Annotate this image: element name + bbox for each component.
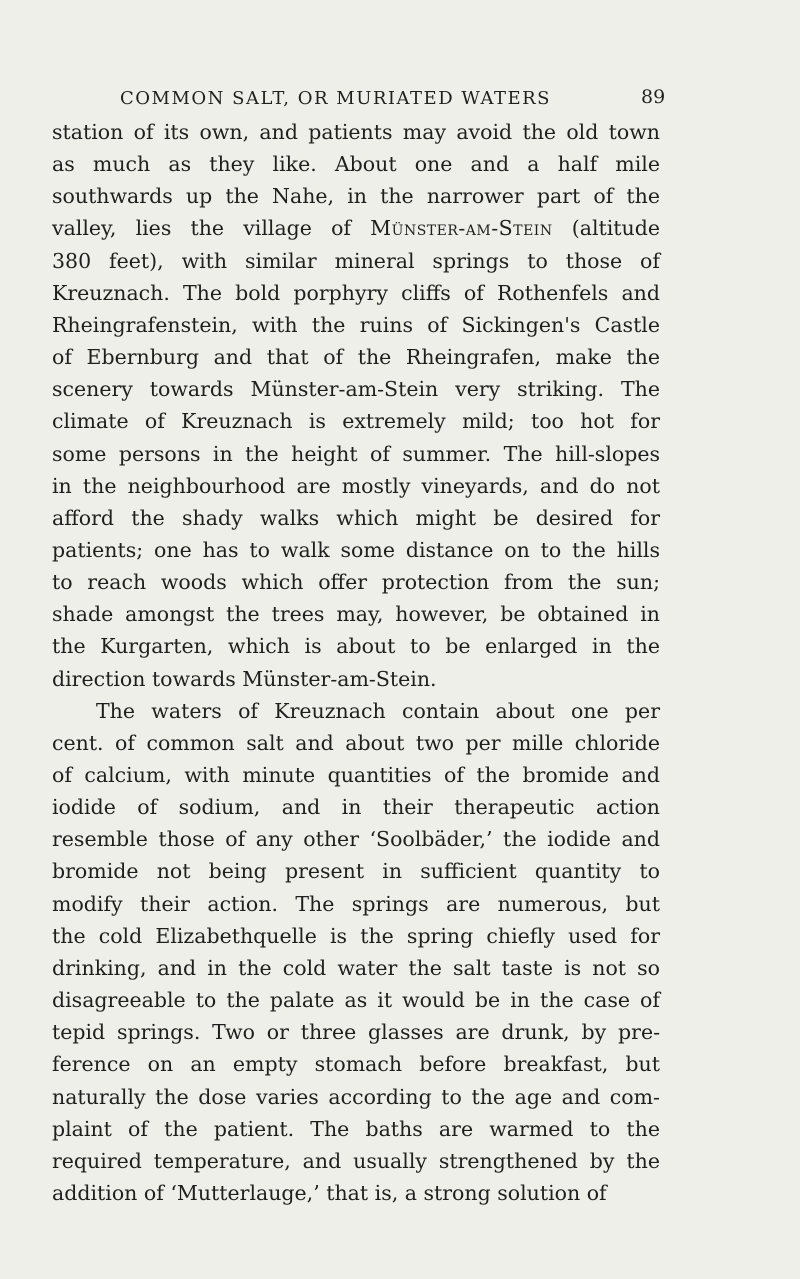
text-line: ference on an empty stomach before breakfast, but [52, 1052, 660, 1077]
text-line: Rheingrafenstein, with the ruins of Sickingen's Castle [52, 312, 660, 337]
text-line: of Ebernburg and that of the Rheingrafen, make the [52, 345, 660, 370]
text-line: disagreeable to the palate as it would be in the case of [52, 988, 660, 1013]
page-number: 89 [641, 86, 666, 108]
place-name-small-caps: Münster-am-Stein [370, 216, 553, 241]
text-line: afford the shady walks which might be desired for [52, 505, 660, 530]
text-line: Kreuznach. The bold porphyry cliffs of Rothenfels and [52, 280, 660, 305]
text-line: cent. of common salt and about two per mille chloride [52, 730, 660, 755]
text-line: required temperature, and usually strengthened by the [52, 1148, 660, 1173]
text-line: shade amongst the trees may, however, be obtained in [52, 602, 660, 627]
text-line: bromide not being present in sufficient quantity to [52, 859, 660, 884]
text-line: of calcium, with minute quantities of the bromide and [52, 763, 660, 787]
text-line: tepid springs. Two or three glasses are drunk, by pre- [52, 1020, 660, 1045]
text-line: 380 feet), with similar mineral springs to those of [52, 248, 660, 273]
text-line: valley, lies the village of Münster-am-Stein (altitude [52, 216, 660, 241]
text-line: drinking, and in the cold water the salt taste is not so [52, 955, 660, 980]
text-line: to reach woods which offer protection from the sun; [52, 570, 660, 595]
text-line: direction towards Münster-am-Stein. [52, 666, 437, 691]
text-line: the Kurgarten, which is about to be enlarged in the [52, 634, 660, 659]
running-head: COMMON SALT, OR MURIATED WATERS [120, 88, 551, 109]
text-line: some persons in the height of summer. The hill-slopes [52, 441, 660, 466]
text-line: climate of Kreuznach is extremely mild; too hot for [52, 409, 660, 434]
text-line: resemble those of any other ‘Soolbäder,’ the iodide and [52, 827, 660, 852]
text-line: plaint of the patient. The baths are warmed to the [52, 1116, 660, 1141]
text-line: in the neighbourhood are mostly vineyards, and do not [52, 473, 660, 498]
text-line: The waters of Kreuznach contain about one per [96, 698, 660, 723]
text-line: patients; one has to walk some distance on to the hills [52, 537, 660, 562]
text-line: iodide of sodium, and in their therapeutic action [52, 795, 660, 820]
text-line: as much as they like. About one and a half mile [52, 152, 660, 177]
text-line: naturally the dose varies according to the age and com- [52, 1084, 660, 1109]
text-line: scenery towards Münster-am-Stein very striking. The [52, 377, 660, 402]
text-line: southwards up the Nahe, in the narrower part of the [52, 184, 660, 209]
text-line: station of its own, and patients may avoid the old town [52, 120, 660, 144]
text-line: modify their action. The springs are numerous, but [52, 891, 660, 916]
text-line: the cold Elizabethquelle is the spring chiefly used for [52, 923, 660, 948]
text-line: addition of ‘Mutterlauge,’ that is, a strong solution of [52, 1180, 607, 1205]
